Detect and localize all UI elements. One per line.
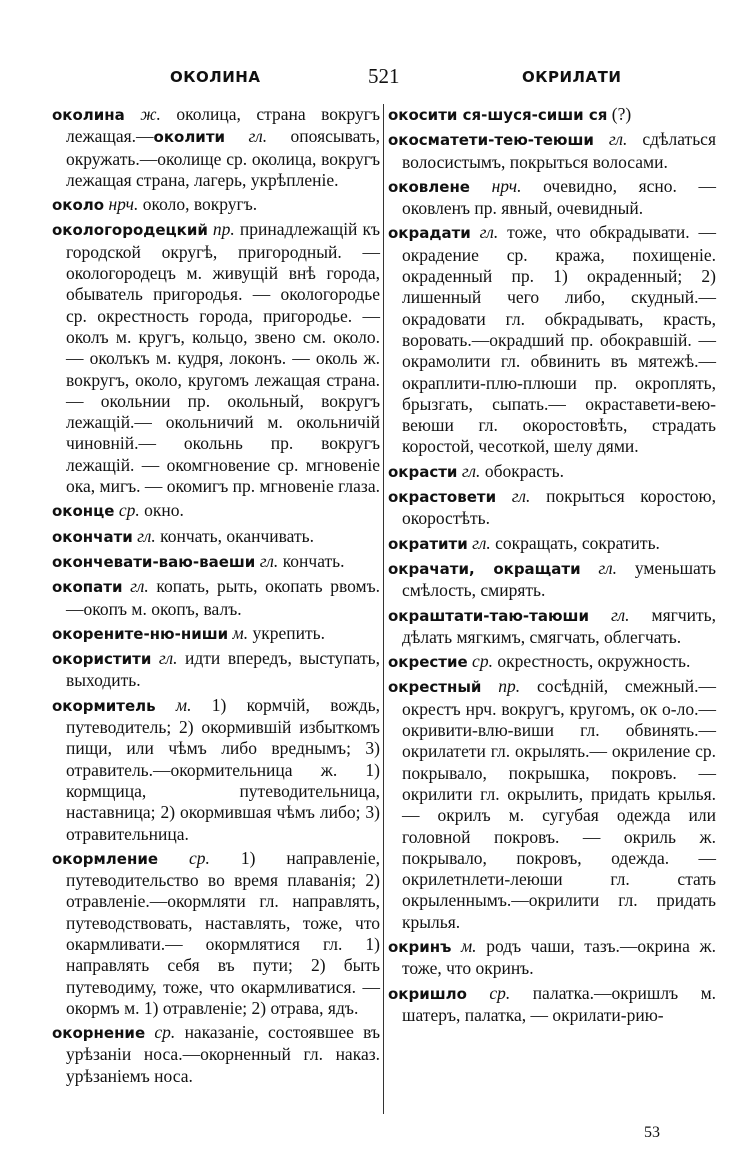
- headword: окрасти: [388, 462, 458, 481]
- dictionary-entry: [388, 104, 716, 126]
- definition: опоясывать, окружать.—околище ср. околица, вокругъ лежащая страна, лагерь, укрѣпленіе.: [66, 126, 381, 190]
- headword: окрачати, окращати: [388, 559, 581, 578]
- headword: окрестие: [388, 653, 468, 672]
- grammar-label: гл.: [479, 222, 499, 243]
- grammar-label: м.: [461, 935, 477, 956]
- definition: околица, страна вокругъ лежащая.—: [66, 104, 381, 147]
- definition: сдѣлаться волосистымъ, покрыться волосами.: [402, 129, 716, 172]
- headword: оковлене: [388, 177, 470, 196]
- dictionary-entry: [52, 576, 380, 620]
- grammar-label: ср.: [489, 982, 511, 1003]
- headword: около: [52, 196, 105, 215]
- dictionary-entry: [388, 461, 716, 483]
- grammar-label: нрч.: [108, 194, 139, 215]
- running-head-left: ОКОЛИНА: [170, 68, 261, 86]
- headword: окрастовети: [388, 488, 497, 507]
- definition: наказаніе, состоявшее въ урѣзаніи носа.—окорненный гл. наказ. урѣзаніемъ носа.: [66, 1022, 381, 1086]
- definition: сосѣдній, смежный.— окрестъ нрч. вокругъ, кругомъ, ок о-ло.—окривити-влю-виши гл. обвинять.—окрилатети гл. окрылять.— окриление ср. покрывало, покрышка, покровъ. — окрилити гл. окрылить, придать крылья. — окрилъ м. сугубая одежда или головной покровъ. — окриль ж. покрывало, покровъ, одежда. — окрилетнлети-леюши гл. стать окрыленнымъ.—окрилити гл. придать крылья.: [402, 676, 716, 932]
- definition: копать, рыть, окопать рвомъ.—окопъ м. окопъ, валъ.: [66, 576, 380, 619]
- grammar-label: гл.: [608, 129, 628, 150]
- dictionary-entry: [388, 676, 716, 933]
- grammar-label: м.: [232, 622, 249, 643]
- dictionary-entry: [388, 129, 716, 173]
- definition: окно.: [144, 500, 184, 521]
- grammar-label: гл.: [158, 648, 178, 669]
- page-number: 521: [368, 64, 400, 88]
- headword: околити: [153, 128, 226, 147]
- headword: окористити: [52, 650, 152, 669]
- definition: палатка.—окришлъ м. шатеръ, палатка, — окрилати-рию-: [402, 982, 717, 1025]
- definition: принадлежащій къ городской округѣ, пригородный. —окологородецъ м. живущій внѣ города, обыватель пригородья. — окологородье ср. окрестность города, пригородье. — околъ м. кругъ, кольцо, звено см. около. — околъкъ м. кудря, локонъ. — околь ж. вокругъ, около, кругомъ лежащая страна. — окольнии пр. окольный, вокругъ лежащій.— окольничий м. окольничій чиновній.— окольнь пр. вокругъ лежащій. — окомгновение ср. мгновеніе ока, мигъ. — окомигъ пр. мгновеніе глаза.: [66, 219, 381, 497]
- dictionary-entry: [52, 648, 380, 692]
- definition: сокращать, сократить.: [495, 532, 660, 553]
- grammar-label: ср.: [154, 1022, 176, 1043]
- grammar-label: пр.: [212, 219, 235, 240]
- definition: покрыться коростою, окоростѣть.: [402, 486, 716, 529]
- grammar-label: пр.: [498, 676, 521, 697]
- grammar-label: ср.: [118, 500, 140, 521]
- definition: 1) направленіе, путеводительство во время плаванія; 2) отравленіе.—окормляти гл. направлять, путеводствовать, наставлять, тоже, что окармливати.— окормлятися гл. 1) направлять себя въ пути; 2) быть путеводиму, тоже, что окармливатися. — окормъ м. 1) отравленіе; 2) отрава, ядъ.: [66, 847, 381, 1018]
- dictionary-entry: [388, 558, 716, 602]
- definition: около, вокругъ.: [142, 194, 258, 215]
- dictionary-entry: [388, 486, 716, 530]
- grammar-label: м.: [175, 694, 192, 715]
- headword: окрестный: [388, 678, 482, 697]
- definition: (?): [611, 104, 632, 124]
- dictionary-entry: [388, 651, 716, 673]
- headword: окормитель: [52, 696, 156, 715]
- headword: окринъ: [388, 937, 452, 956]
- dictionary-entry: [52, 104, 380, 191]
- grammar-label: гл.: [130, 576, 149, 597]
- dictionary-entry: [52, 623, 380, 645]
- grammar-label: гл.: [610, 604, 630, 625]
- definition: кончать, оканчивать.: [160, 525, 315, 546]
- running-head-right: ОКРИЛАТИ: [522, 68, 622, 86]
- dictionary-entry: [52, 500, 380, 522]
- left-column: [52, 104, 380, 1090]
- dictionary-entry: [52, 1022, 380, 1087]
- running-header: [0, 64, 752, 98]
- right-column: [388, 104, 716, 1029]
- grammar-label: нрч.: [491, 175, 522, 196]
- headword: оконце: [52, 502, 115, 521]
- signature-mark: 53: [644, 1124, 660, 1141]
- headword: окосматети-тею-теюши: [388, 131, 594, 150]
- definition: уменьшать смѣлость, смирять.: [402, 557, 716, 601]
- grammar-label: ср.: [472, 651, 493, 672]
- dictionary-entry: [388, 222, 716, 457]
- grammar-label: гл.: [472, 532, 491, 553]
- grammar-label: гл.: [248, 126, 268, 147]
- definition: 1) кормчій, вождь, путеводитель; 2) окормившій избыткомъ пищи, или чѣмъ либо вреднымъ; 3) отравитель.—окормительница ж. 1) кормщица, путеводительница, наставница; 2) окормившая чѣмъ либо; 3) отравительница.: [66, 694, 381, 844]
- headword: окосити ся-шуся-сиши ся: [388, 106, 608, 124]
- headword: окрадати: [388, 224, 471, 243]
- grammar-label: ср.: [188, 847, 210, 868]
- dictionary-entry: [388, 176, 716, 220]
- headword: окорените-ню-ниши: [52, 624, 229, 643]
- dictionary-entry: [52, 848, 380, 1019]
- dictionary-entry: [388, 983, 716, 1027]
- headword: окорнение: [52, 1024, 146, 1043]
- definition: окрестность, окружность.: [497, 651, 691, 672]
- dictionary-entry: [52, 526, 380, 548]
- headword: окончевати-ваю-ваеши: [52, 552, 256, 571]
- definition: родъ чаши, тазъ.—окрина ж. тоже, что окринъ.: [402, 935, 716, 979]
- dictionary-entry: [388, 605, 716, 649]
- dictionary-entry: [52, 194, 380, 216]
- definition: мягчить, дѣлать мягкимъ, смягчать, облегчать.: [402, 604, 717, 647]
- headword: окришло: [388, 984, 467, 1003]
- dictionary-entry: [52, 551, 380, 573]
- grammar-label: гл.: [259, 550, 279, 571]
- definition: обокрасть.: [484, 460, 565, 481]
- grammar-label: ж.: [140, 104, 161, 124]
- dictionary-entry: [388, 533, 716, 555]
- dictionary-entry: [52, 695, 380, 845]
- headword: околина: [52, 106, 125, 124]
- headword: окраштати-таю-таюши: [388, 606, 589, 625]
- dictionary-entry: [388, 936, 716, 980]
- definition: тоже, что обкрадывати. —окрадение ср. кража, похищеніе. окраденный пр. 1) окраденный; 2) лишенный чего либо, скудный.—окрадовати гл. обкрадывать, красть, воровать.—окрадший пр. обокравшій. —окрамолити гл. обвинить въ мятежѣ.—окраплити-плю-плюши пр. окроплять, брызгать, сыпать.— окраставети-вею-веюши гл. окоростовѣть, страдать коростой, чесоткой, шелу дями.: [402, 222, 717, 457]
- headword: ократити: [388, 534, 468, 553]
- grammar-label: гл.: [461, 460, 481, 481]
- definition: укрепить.: [252, 622, 325, 643]
- grammar-label: гл.: [598, 557, 618, 578]
- column-divider: [383, 104, 384, 1114]
- headword: окологородецкий: [52, 221, 208, 240]
- headword: окопати: [52, 578, 123, 597]
- grammar-label: гл.: [511, 486, 531, 507]
- grammar-label: гл.: [137, 525, 156, 546]
- definition: очевидно, ясно. — оковленъ пр. явный, очевидный.: [402, 175, 716, 219]
- definition: кончать.: [282, 550, 345, 571]
- headword: окормление: [52, 849, 158, 868]
- definition: идти впередъ, выступать, выходить.: [66, 648, 381, 691]
- headword: окончати: [52, 527, 133, 546]
- dictionary-entry: [52, 219, 380, 497]
